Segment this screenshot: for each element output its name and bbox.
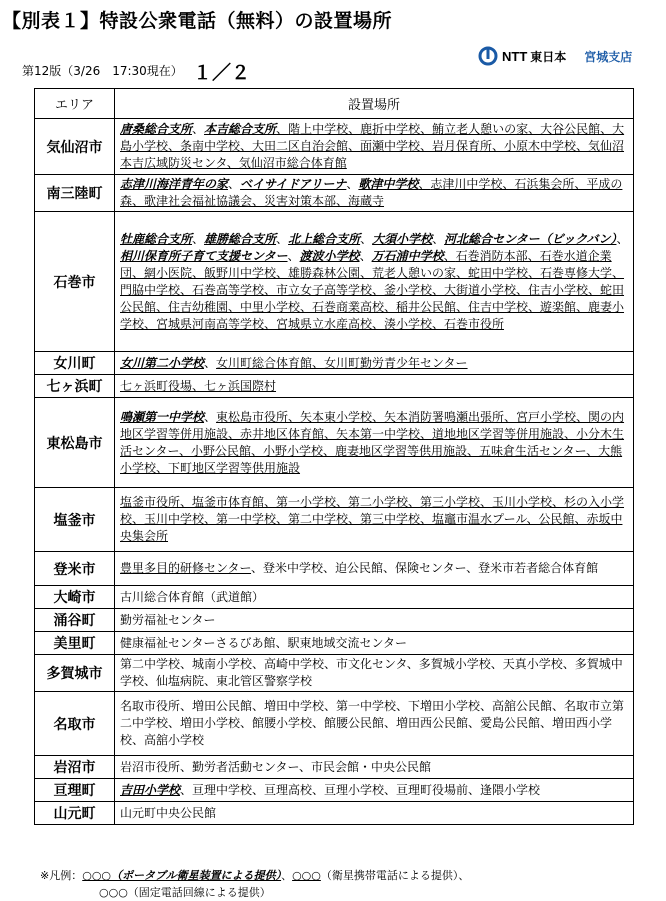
- portable-site: 歌津中学校: [358, 177, 419, 191]
- site-text: 、: [192, 231, 205, 246]
- area-cell: 涌谷町: [35, 609, 115, 632]
- site-text: 、亘理中学校、亘理高校、亘理小学校、亘理町役場前、逢隈小学校: [180, 782, 541, 797]
- area-cell: 亘理町: [35, 779, 115, 802]
- site-text: 、: [359, 248, 372, 263]
- area-cell: 岩沼市: [35, 756, 115, 779]
- portable-site: 吉田小学校: [120, 782, 181, 797]
- area-cell: 南三陸町: [35, 175, 115, 212]
- area-cell: 東松島市: [35, 398, 115, 488]
- site-text: 志津川中学校、石浜集会所、平成の森、歌津社会福祉協議会、災害対策本部、海蔵寺: [120, 177, 623, 208]
- table-row: [35, 488, 634, 552]
- site-text: 、: [418, 177, 431, 191]
- places-cell: [115, 488, 634, 552]
- table-row: [35, 552, 634, 586]
- page-number: １／２: [193, 62, 251, 84]
- table-row: [35, 375, 634, 398]
- legend-fixed-desc: （固定電話回線による提供）: [127, 886, 271, 899]
- portable-site: 雄勝総合支所: [204, 231, 277, 246]
- table-row: [35, 779, 634, 802]
- table-row: [35, 119, 634, 175]
- table-row: [35, 352, 634, 375]
- table-row: [35, 609, 634, 632]
- page-title: 【別表１】特設公衆電話（無料）の設置場所: [2, 10, 393, 32]
- portable-site: 女川第二小学校: [120, 355, 205, 370]
- area-cell: 多賀城市: [35, 655, 115, 692]
- area-cell: 女川町: [35, 352, 115, 375]
- site-text: 女川町総合体育館、女川町勤労青少年センター: [216, 355, 468, 370]
- legend-trail: 、: [458, 869, 470, 882]
- legend: [40, 867, 469, 901]
- area-cell: 石巻市: [35, 212, 115, 352]
- branch-label: 宮城支店: [584, 49, 633, 64]
- portable-site: ベイサイドアリーナ: [240, 177, 347, 191]
- legend-satellite-desc: （衛星携帯電話による提供）: [320, 869, 459, 882]
- site-text: 、登米中学校、迫公民館、保険センター、登米市若者総合体育館: [251, 561, 599, 575]
- logo-company: 東日本: [530, 49, 567, 64]
- portable-site: 大須小学校: [372, 231, 433, 246]
- places-cell: [115, 756, 634, 779]
- places-cell: [115, 352, 634, 375]
- places-cell: [115, 655, 634, 692]
- area-cell: 登米市: [35, 552, 115, 586]
- edition-label: 第12版（3/26 17:30現在）: [22, 64, 183, 78]
- legend-prefix: ※凡例：: [40, 869, 83, 882]
- portable-site: 志津川海洋青年の家: [120, 177, 229, 191]
- places-cell: [115, 175, 634, 212]
- table-row: [35, 655, 634, 692]
- places-cell: [115, 119, 634, 175]
- site-text: 古川総合体育館（武道館）: [120, 589, 265, 604]
- area-cell: 大崎市: [35, 586, 115, 609]
- site-text: 、: [346, 177, 359, 191]
- places-cell: [115, 692, 634, 756]
- table-row: [35, 632, 634, 655]
- places-cell: [115, 552, 634, 586]
- logo-text: NTT: [502, 48, 528, 64]
- locations-table: [34, 88, 634, 825]
- table-row: [35, 212, 634, 352]
- site-text: 岩沼市役所、勤労者活動センター、市民会館・中央公民館: [120, 759, 432, 774]
- site-text: 、: [204, 355, 217, 370]
- site-text: 、: [228, 177, 241, 191]
- places-cell: [115, 779, 634, 802]
- portable-site: 牡鹿総合支所: [120, 231, 193, 246]
- site-text: 、: [276, 231, 289, 246]
- table-body: [35, 119, 634, 825]
- places-cell: [115, 586, 634, 609]
- legend-line-2: [40, 884, 469, 901]
- places-cell: [115, 375, 634, 398]
- column-header-area: エリア: [35, 89, 115, 119]
- legend-fixed-sample: ○○○: [99, 886, 128, 899]
- site-text: 階上中学校、鹿折中学校、鮪立老人憩いの家、大谷公民館、大島小学校、条南中学校、大田二区自治会館、面瀬中学校、岩月保育所、小原木中学校、気仙沼本吉広域防災センタ、気仙沼市総合体育館: [120, 122, 625, 170]
- site-text: 、: [616, 231, 629, 246]
- site-text: 、: [432, 231, 445, 246]
- table-row: [35, 756, 634, 779]
- table-row: [35, 398, 634, 488]
- portable-site: 鳴瀬第一中学校: [120, 409, 205, 424]
- site-text: 第二中学校、城南小学校、高崎中学校、市文化センタ、多賀城小学校、天真小学校、多賀城中学校、仙塩病院、東北管区警察学校: [120, 657, 623, 688]
- area-cell: 七ヶ浜町: [35, 375, 115, 398]
- area-cell: 山元町: [35, 802, 115, 825]
- table-header-row: [35, 89, 634, 119]
- legend-separator: 、: [281, 869, 293, 882]
- table-row: [35, 692, 634, 756]
- table-row: [35, 175, 634, 212]
- portable-site: 渡波小学校: [299, 248, 360, 263]
- portable-site: 万石浦中学校: [371, 248, 444, 263]
- site-text: 名取市役所、増田公民館、増田中学校、第一中学校、下増田小学校、高舘公民館、名取市立第二中学校、増田小学校、館腰小学校、館腰公民館、増田西公民館、愛島公民館、増田西小学校、高舘小学校: [120, 699, 625, 747]
- places-cell: [115, 632, 634, 655]
- site-text: 、: [287, 248, 300, 263]
- ntt-logo: [478, 46, 632, 66]
- area-cell: 名取市: [35, 692, 115, 756]
- site-text: 、: [360, 231, 373, 246]
- site-text: 塩釜市役所、塩釜市体育館、第一小学校、第二小学校、第三小学校、玉川小学校、杉の入小学校、玉川中学校、第一中学校、第二中学校、第三中学校、塩竈市温水プール、公民館、赤坂中央集会所: [120, 495, 625, 543]
- site-text: 石巻消防本部、石巻水道企業団、網小医院、飯野川中学校、雄勝森林公園、荒老人憩いの家、蛇田中学校、石巻専修大学、門脇中学校、石巻高等学校、市立女子高等学校、釜小学校、大街道小学校、住吉小学校、蛇田公民館、住吉幼稚園、中里小学校、石巻商業高校、稲井公民館、住吉中学校、遊楽館、鹿妻小学校、宮城県河南高等学校、宮城県立水産高校、湊小学校、石巻市役所: [120, 248, 625, 331]
- portable-site: 本吉総合支所: [204, 122, 277, 136]
- area-cell: 気仙沼市: [35, 119, 115, 175]
- site-text: 、: [204, 409, 217, 424]
- legend-portable: ○○○（ポータブル衛星装置による提供）: [82, 869, 282, 882]
- site-text: 山元町中央公民館: [120, 805, 217, 820]
- legend-satellite-sample: ○○○: [292, 869, 321, 882]
- places-cell: [115, 398, 634, 488]
- places-cell: [115, 802, 634, 825]
- site-text: 、: [276, 122, 289, 136]
- site-text: 、: [192, 122, 205, 136]
- column-header-places: 設置場所: [115, 89, 634, 119]
- site-text: 豊里多目的研修センター: [120, 561, 252, 575]
- site-text: 七ヶ浜町役場、七ヶ浜国際村: [120, 378, 277, 393]
- area-cell: 美里町: [35, 632, 115, 655]
- places-cell: [115, 212, 634, 352]
- site-text: 健康福祉センターさるびあ館、駅東地域交流センター: [120, 635, 408, 650]
- legend-line-1: [40, 867, 469, 884]
- site-text: 東松島市役所、矢本東小学校、矢本消防署鳴瀬出張所、宮戸小学校、関の内地区学習等併用施設、赤井地区体育館、矢本第一中学校、道地地区学習等併用施設、小分木生活センター、小野公民館、小野小学校、鹿妻地区学習等供用施設、五味倉生活センター、大熊小学校、下町地区学習等供用施設: [120, 409, 625, 475]
- portable-site: 唐桑総合支所: [120, 122, 193, 136]
- table-row: [35, 586, 634, 609]
- portable-site: 相川保育所子育て支援センター: [120, 248, 288, 263]
- ntt-logo-icon: [478, 46, 498, 66]
- places-cell: [115, 609, 634, 632]
- site-text: 勤労福祉センター: [120, 612, 216, 627]
- portable-site: 北上総合支所: [288, 231, 361, 246]
- site-text: 、: [443, 248, 456, 263]
- portable-site: 河北総合センター（ビックバン）: [444, 231, 617, 246]
- table-row: [35, 802, 634, 825]
- area-cell: 塩釜市: [35, 488, 115, 552]
